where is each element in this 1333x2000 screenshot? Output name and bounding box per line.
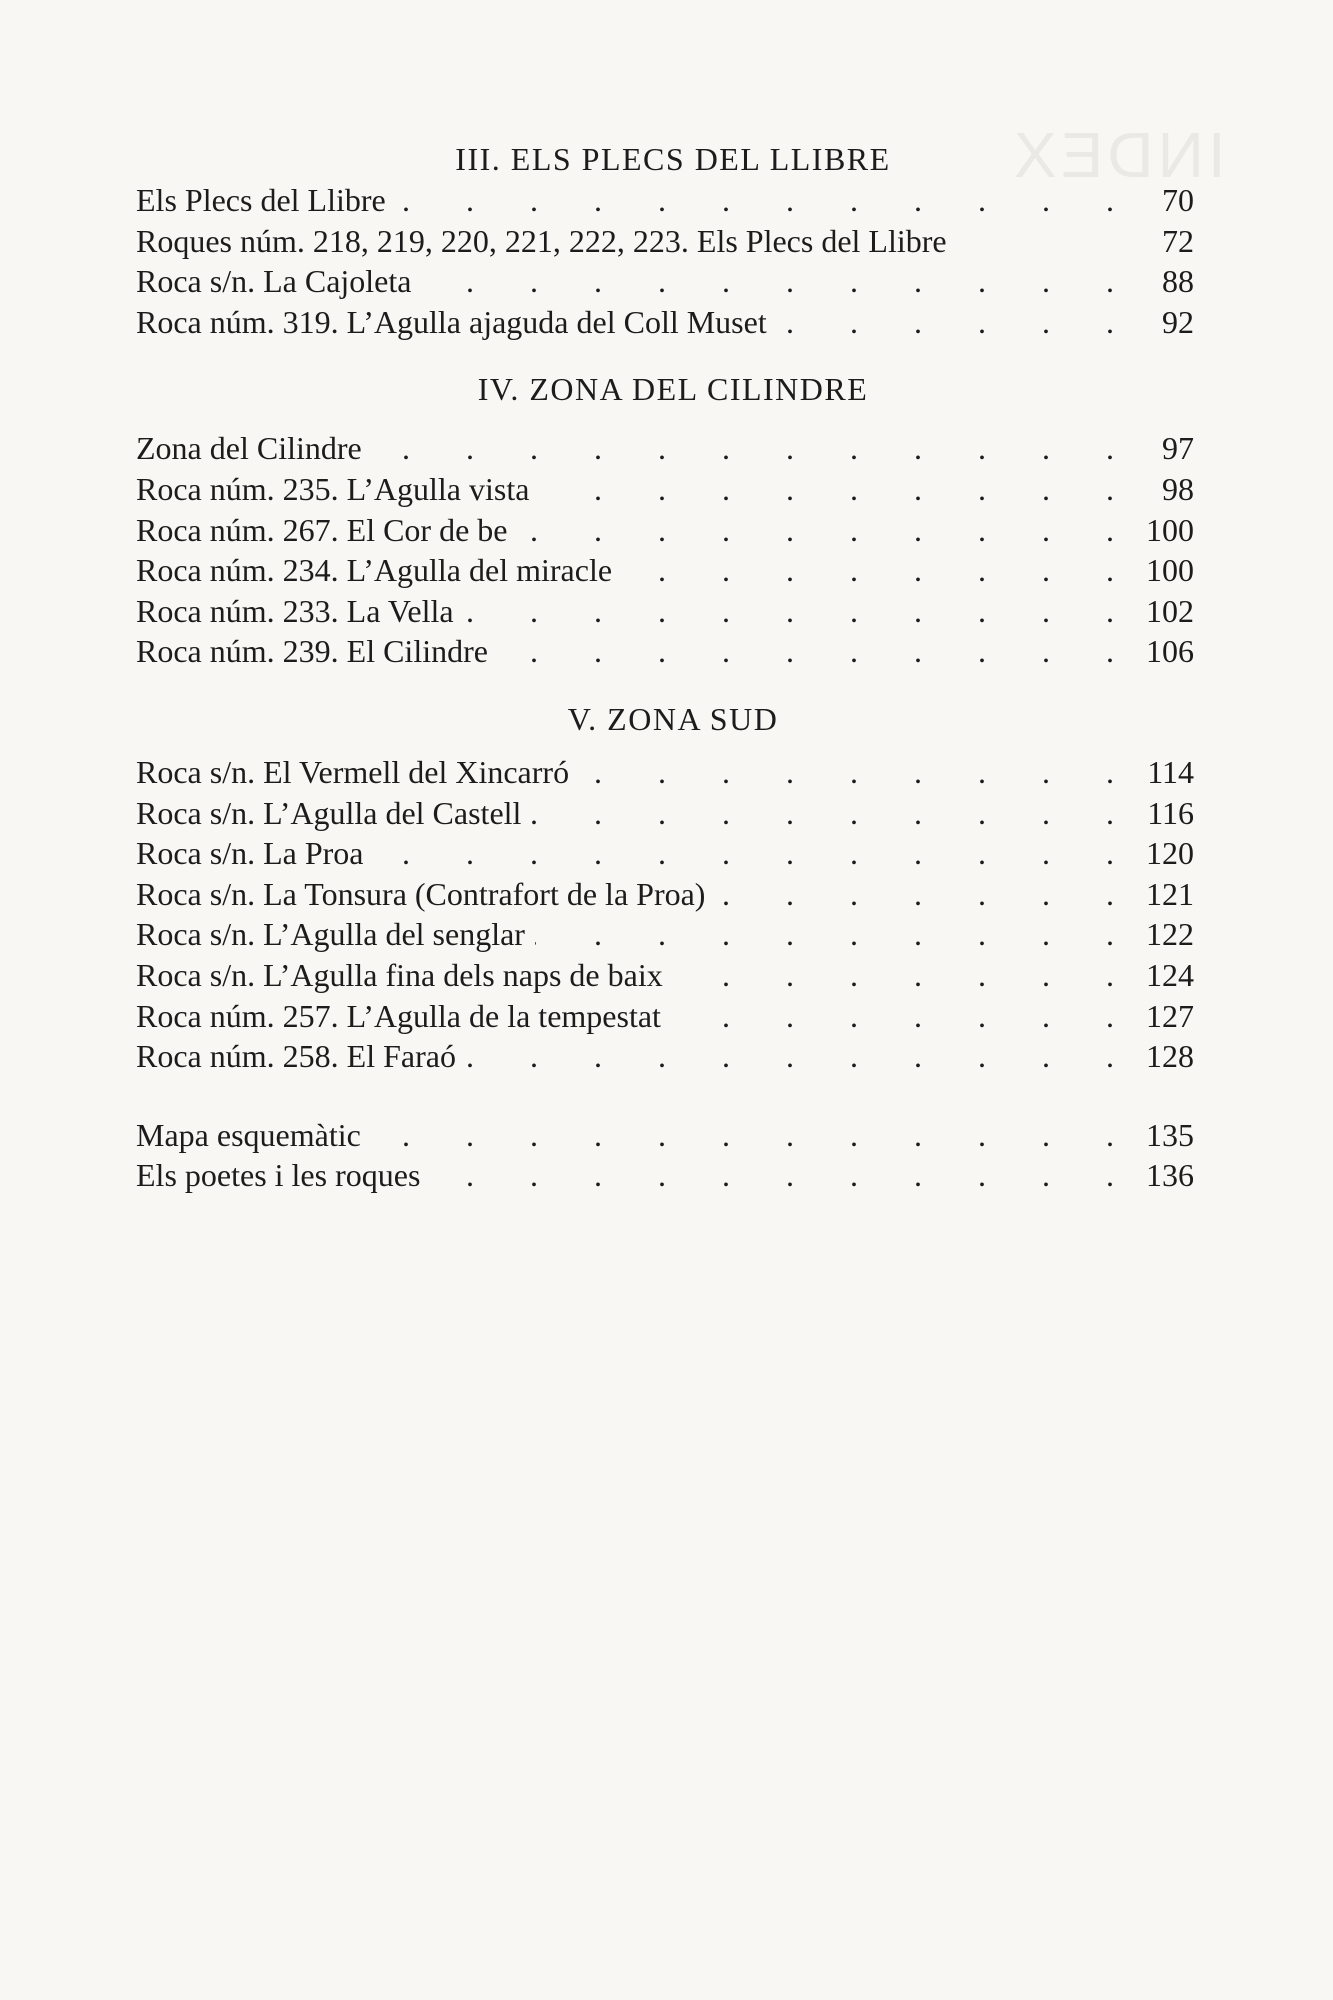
entry-title: Els Plecs del Llibre xyxy=(136,182,386,218)
dot-leader xyxy=(372,428,1114,469)
entry-page-number: 114 xyxy=(1147,753,1194,790)
toc-entry xyxy=(136,302,1194,343)
toc-entry xyxy=(136,874,1194,915)
dot-leader xyxy=(622,550,1114,591)
appendix-entries xyxy=(136,1115,1194,1196)
dot-leader xyxy=(371,1115,1114,1156)
entry-title: Roca s/n. La Proa xyxy=(136,835,364,872)
entry-title: Roca núm. 257. L’Agulla de la tempestat xyxy=(136,997,661,1034)
entry-page-number: 106 xyxy=(1146,633,1194,670)
entry-page-number: 116 xyxy=(1147,794,1194,831)
dot-leader xyxy=(531,793,1114,834)
entry-title: Roca núm. 319. L’Agulla ajaguda del Coll Muset xyxy=(136,303,767,340)
dot-leader xyxy=(579,752,1114,793)
dot-leader xyxy=(396,180,1114,221)
entry-title: Els poetes i les roques xyxy=(136,1157,421,1194)
entry-page-number: 128 xyxy=(1146,1038,1194,1075)
toc-entry xyxy=(136,1155,1194,1196)
entry-page-number: 92 xyxy=(1162,303,1194,340)
entry-page-number: 127 xyxy=(1146,997,1194,1034)
entry-page-number: 135 xyxy=(1146,1116,1194,1153)
toc-entry xyxy=(136,221,1194,262)
toc-entry xyxy=(136,793,1194,834)
show-through-heading: INDEX xyxy=(1010,119,1226,191)
entry-title: Roques núm. 218, 219, 220, 221, 222, 223. Els Plecs del Llibre xyxy=(136,222,947,259)
entry-page-number: 100 xyxy=(1146,552,1194,589)
toc-entry xyxy=(136,631,1194,672)
entry-title: Roca núm. 258. El Faraó xyxy=(136,1038,456,1075)
entry-title: Roca s/n. La Tonsura (Contrafort de la Proa) xyxy=(136,875,706,912)
section-heading: IV. ZONA DEL CILINDRE xyxy=(477,371,869,408)
dot-leader xyxy=(671,996,1114,1037)
section-heading: III. ELS PLECS DEL LLIBRE xyxy=(455,141,891,177)
entry-page-number: 88 xyxy=(1162,263,1194,300)
toc-entry xyxy=(136,180,1194,221)
toc-entry xyxy=(136,469,1194,510)
entry-page-number: 120 xyxy=(1146,835,1194,872)
section-iv xyxy=(136,368,1194,672)
table-of-contents xyxy=(136,138,1194,1196)
toc-entry xyxy=(136,752,1194,793)
entry-page-number: 136 xyxy=(1146,1157,1194,1194)
entry-title: Roca s/n. L’Agulla del Castell xyxy=(136,794,522,831)
toc-entry xyxy=(136,955,1194,996)
toc-entry xyxy=(136,591,1194,632)
entry-page-number: 124 xyxy=(1146,956,1194,993)
entry-title: Mapa esquemàtic xyxy=(136,1116,361,1153)
entry-page-number: 98 xyxy=(1162,470,1194,507)
entry-title: Roca núm. 239. El Cilindre xyxy=(136,633,488,670)
section-iii xyxy=(136,138,1194,342)
entry-page-number: 100 xyxy=(1146,511,1194,548)
entry-title: Roca núm. 234. L’Agulla del miracle xyxy=(136,552,613,589)
entry-page-number: 97 xyxy=(1162,430,1194,467)
entry-title: Roca s/n. La Cajoleta xyxy=(136,263,412,300)
toc-entry xyxy=(136,510,1194,551)
entry-title: Roca núm. 235. L’Agulla vista xyxy=(136,470,530,507)
toc-entry xyxy=(136,996,1194,1037)
entry-page-number: 122 xyxy=(1146,916,1194,953)
entry-title: Roca s/n. El Vermell del Xincarró xyxy=(136,753,570,790)
toc-entry xyxy=(136,261,1194,302)
dot-leader xyxy=(517,510,1114,551)
entry-title: Zona del Cilindre xyxy=(136,430,362,467)
toc-entry xyxy=(136,428,1194,469)
entry-title: Roca s/n. L’Agulla del senglar xyxy=(136,916,525,953)
toc-entry xyxy=(136,914,1194,955)
entry-title: Roca núm. 267. El Cor de be xyxy=(136,511,508,548)
toc-entry xyxy=(136,1115,1194,1156)
toc-entry xyxy=(136,550,1194,591)
toc-entry xyxy=(136,833,1194,874)
dot-leader xyxy=(535,914,1114,955)
entry-page-number: 70 xyxy=(1162,182,1194,218)
dot-leader xyxy=(777,302,1114,343)
entry-page-number: 72 xyxy=(1162,222,1194,259)
entry-page-number: 102 xyxy=(1146,592,1194,629)
entry-title: Roca s/n. L’Agulla fina dels naps de baix xyxy=(136,956,663,993)
dot-leader xyxy=(539,469,1114,510)
dot-leader xyxy=(374,833,1115,874)
dot-leader xyxy=(673,955,1114,996)
entry-title: Roca núm. 233. La Vella xyxy=(136,592,454,629)
entry-page-number: 121 xyxy=(1146,875,1194,912)
dot-leader xyxy=(466,1036,1114,1077)
dot-leader xyxy=(430,1155,1114,1196)
section-heading: V. ZONA SUD xyxy=(567,700,779,737)
dot-leader xyxy=(464,591,1114,632)
dot-leader xyxy=(498,631,1114,672)
toc-entry xyxy=(136,1036,1194,1077)
dot-leader xyxy=(715,874,1114,915)
dot-leader xyxy=(421,261,1114,302)
section-v xyxy=(136,698,1194,1077)
